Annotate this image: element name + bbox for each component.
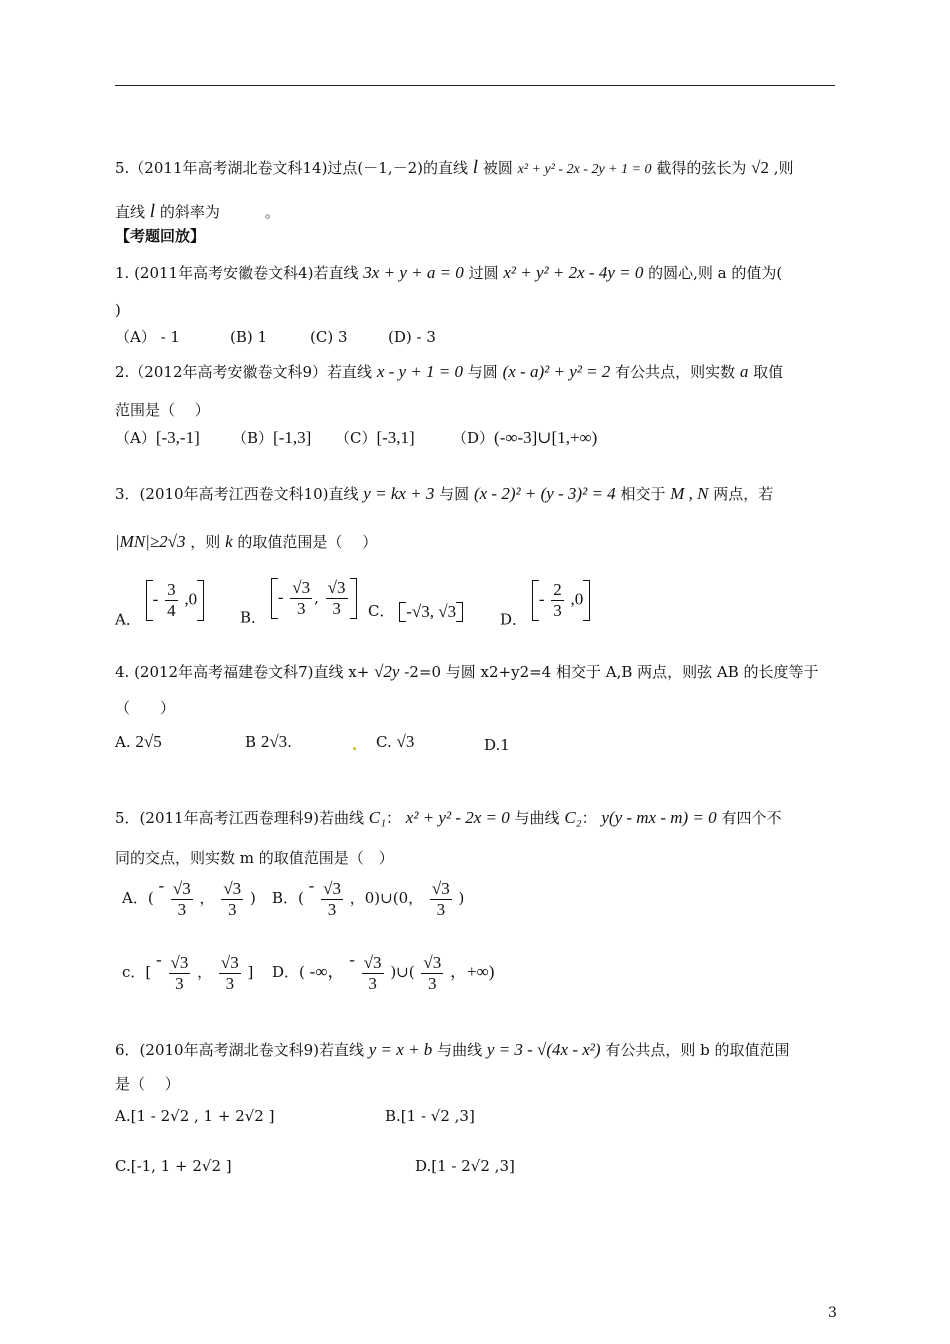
q5b-option-d: D．( -∞， - $\frac{√3}{3}$ )∪( $\frac{√3}{3}$ ，+∞)	[272, 950, 495, 993]
q1-option-a: （A） - 1	[115, 328, 180, 346]
q3-stem: 3．(2010年高考江西卷文科10)直线 y = kx + 3 与圆 (x - 2)² + (y - 3)² = 4 相交于 M , N 两点，若	[115, 484, 774, 503]
q3-option-c: C． -√3, √3	[368, 601, 463, 622]
q4-line2: （ ）	[115, 699, 176, 717]
section-title: 【考题回放】	[115, 227, 206, 245]
q6-option-b: B.[1 - √2 ,3]	[385, 1107, 475, 1125]
q3-option-b: B． - $\frac{√3}{3}$ , $\frac{√3}{3}$	[240, 578, 357, 628]
q6-line2: 是（ ）	[115, 1075, 180, 1093]
q1-option-c: (C) 3	[310, 328, 348, 346]
q3-option-d: D． - $\frac{2}{3}$ ,0	[500, 580, 590, 630]
q4-option-a: A. 2√5	[115, 732, 162, 751]
q5b-option-c: c．[ - $\frac{√3}{3}$ ， $\frac{√3}{3}$ ]	[122, 950, 254, 993]
header-rule	[115, 85, 835, 86]
curve-equation: y = 3 - √(4x - x²)	[486, 1040, 601, 1059]
q5a-line1: 5.（2011年高考湖北卷文科14)过点(－1,－2)的直线 l 被圆 x² + y² - 2x - 2y + 1 = 0 截得的弦长为 √2 ,则	[115, 157, 794, 178]
curve1-equation: x² + y² - 2x = 0	[405, 808, 510, 827]
q1-close: )	[115, 301, 121, 319]
q2-option-d: （D）(-∞-3]∪[1,+∞)	[452, 428, 598, 447]
q2-option-a: （A）[-3,-1]	[115, 428, 200, 447]
q4-dot-mark: .	[352, 736, 358, 754]
q3-line2: |MN|≥2√3 ，则 k 的取值范围是（ ）	[115, 532, 378, 551]
q5b-stem: 5．(2011年高考江西卷理科9)若曲线 C₁： x² + y² - 2x = 0 与曲线 C₂： y(y - mx - m) = 0 有四个不	[115, 808, 782, 827]
line-equation: y = x + b	[368, 1040, 433, 1059]
q4-option-c: C. √3	[376, 732, 415, 751]
q4-option-b: B 2√3.	[245, 732, 292, 751]
q2-option-c: （C）[-3,1]	[335, 428, 415, 447]
curve2-equation: y(y - mx - m) = 0	[601, 808, 717, 827]
q4-stem: 4. (2012年高考福建卷文科7)直线 x+ √2y -2=0 与圆 x2+y2=4 相交于 A,B 两点，则弦 AB 的长度等于	[115, 662, 819, 681]
mn-condition: |MN|≥2√3	[115, 532, 186, 551]
chord-length: √2	[751, 158, 769, 177]
q5a-line2: 直线 l 的斜率为 。	[115, 201, 280, 222]
q2-line2: 范围是（ ）	[115, 401, 210, 419]
line-l: l	[472, 157, 479, 178]
line-equation: y = kx + 3	[363, 484, 435, 503]
q5b-option-a: A．( - $\frac{√3}{3}$ ， $\frac{√3}{3}$ )	[122, 876, 256, 919]
circle-equation: (x - a)² + y² = 2	[502, 362, 611, 381]
q6-option-a: A.[1 - 2√2 , 1 + 2√2 ]	[115, 1107, 275, 1125]
q5b-line2: 同的交点，则实数 m 的取值范围是（ ）	[115, 849, 394, 867]
q1-option-b: (B) 1	[230, 328, 268, 346]
q3-option-a: A． - $\frac{3}{4}$ ,0	[115, 580, 204, 630]
line-equation: 3x + y + a = 0	[363, 263, 464, 282]
q5b-option-b: B．( - $\frac{√3}{3}$ ，0)∪(0， $\frac{√3}{3}$ )	[272, 876, 465, 919]
circle-equation: x² + y² + 2x - 4y = 0	[503, 263, 644, 282]
circle-equation: (x - 2)² + (y - 3)² = 4	[473, 484, 616, 503]
q6-option-d: D.[1 - 2√2 ,3]	[415, 1157, 515, 1175]
circle-equation: x² + y² - 2x - 2y + 1 = 0	[517, 162, 652, 177]
q4-option-d: D.1	[484, 736, 510, 754]
q2-stem: 2.（2012年高考安徽卷文科9）若直线 x - y + 1 = 0 与圆 (x - a)² + y² = 2 有公共点，则实数 a 取值	[115, 362, 784, 381]
q2-option-b: （B）[-1,3]	[232, 428, 312, 447]
q1-stem: 1. (2011年高考安徽卷文科4)若直线 3x + y + a = 0 过圆 x² + y² + 2x - 4y = 0 的圆心,则 a 的值为(	[115, 263, 783, 282]
q6-stem: 6．(2010年高考湖北卷文科9)若直线 y = x + b 与曲线 y = 3 - √(4x - x²) 有公共点，则 b 的取值范围	[115, 1040, 790, 1059]
q6-option-c: C.[-1, 1 + 2√2 ]	[115, 1157, 232, 1175]
q1-option-d: (D) - 3	[388, 328, 436, 346]
line-equation: x - y + 1 = 0	[376, 362, 464, 381]
page-number: 3	[828, 1305, 837, 1321]
